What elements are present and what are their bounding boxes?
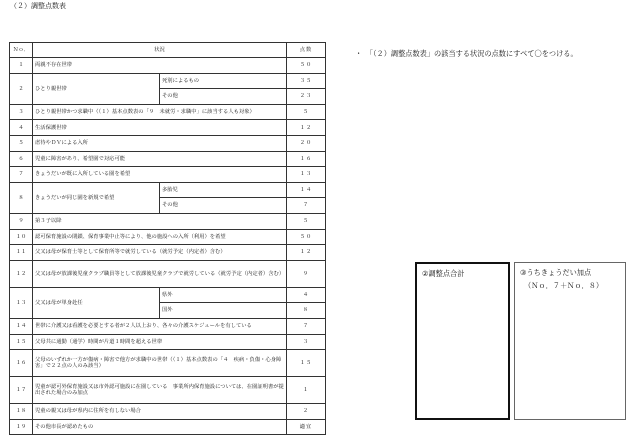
- row-situation: 父又は母が単身赴任: [33, 287, 160, 318]
- row-situation: 父又は母が放課後児童クラブ職員等として放課後児童クラブで就労している（就労予定（内定者）含む）: [33, 260, 287, 287]
- table-row: [10, 73, 326, 89]
- row-situation: 父又は母が保育士等として保育所等で就労している（就労予定（内定者）含む）: [33, 245, 287, 261]
- table-row: [10, 135, 326, 151]
- row-situation: 世帯に介護又は看護を必要とする者が２人以上おり、各々の介護スケジュールを有している: [33, 318, 287, 334]
- sibling-points-formula: （Ｎｏ．７＋Ｎｏ．８）: [524, 281, 604, 290]
- row-points[interactable]: ５: [287, 213, 326, 229]
- row-points[interactable]: ９: [287, 260, 326, 287]
- row-sub-condition: 県外: [160, 287, 287, 303]
- row-situation: 父母共に通勤（通学）時間が片道１時間を超える世帯: [33, 334, 287, 350]
- row-number: ４: [10, 120, 33, 136]
- row-number: ６: [10, 151, 33, 167]
- row-sub-condition: その他: [160, 89, 287, 105]
- table-row: [10, 318, 326, 334]
- row-points[interactable]: １３: [287, 167, 326, 183]
- table-row: [10, 377, 326, 404]
- row-points[interactable]: ５０: [287, 229, 326, 245]
- adjustment-total-box[interactable]: [415, 262, 510, 420]
- row-number: １: [10, 58, 33, 74]
- row-points[interactable]: 適宜: [287, 419, 326, 435]
- row-number: １２: [10, 260, 33, 287]
- row-number: ９: [10, 213, 33, 229]
- row-points[interactable]: ７: [287, 318, 326, 334]
- row-points[interactable]: １: [287, 377, 326, 404]
- row-situation: 児童に障害があり、希望園で対応可能: [33, 151, 287, 167]
- section-title: （２）調整点数表: [10, 2, 66, 10]
- row-sub-condition: 国外: [160, 303, 287, 319]
- row-situation: その他市長が認めたもの: [33, 419, 287, 435]
- table-row: [10, 58, 326, 74]
- row-number: １７: [10, 377, 33, 404]
- row-points[interactable]: ４: [287, 287, 326, 303]
- table-row: [10, 229, 326, 245]
- row-number: ７: [10, 167, 33, 183]
- row-number: １０: [10, 229, 33, 245]
- row-number: １１: [10, 245, 33, 261]
- row-situation: 父母のいずれか一方が傷病・障害で他方が求職中の世帯（（１）基本点数表の「４ 疾病・負傷・心身障害」で２２点の人のみ該当）: [33, 350, 287, 377]
- table-row: [10, 245, 326, 261]
- row-number: １６: [10, 350, 33, 377]
- table-row: [10, 104, 326, 120]
- table-row: [10, 334, 326, 350]
- row-situation: ひとり親世帯かつ求職中（（１）基本点数表の「９ 未就労・求職中」に該当する人も対象）: [33, 104, 287, 120]
- header-points: 点数: [287, 43, 326, 58]
- row-sub-condition: 死別によるもの: [160, 73, 287, 89]
- sibling-points-label: ③うちきょうだい加点: [520, 268, 592, 277]
- table-row: [10, 287, 326, 303]
- row-sub-condition: その他: [160, 198, 287, 214]
- row-points[interactable]: １２: [287, 245, 326, 261]
- row-points[interactable]: １６: [287, 151, 326, 167]
- row-situation: 認可保育施設の閉鎖、保育事業中止等により、他の施設への入所（利用）を希望: [33, 229, 287, 245]
- header-situation: 状況: [33, 43, 287, 58]
- table-row: [10, 151, 326, 167]
- header-no: Ｎｏ．: [10, 43, 33, 58]
- row-situation: 虐待やＤＶによる入所: [33, 135, 287, 151]
- row-number: １３: [10, 287, 33, 318]
- row-situation: きょうだいが既に入所している園を希望: [33, 167, 287, 183]
- row-number: １５: [10, 334, 33, 350]
- table-row: [10, 404, 326, 420]
- row-points[interactable]: ２３: [287, 89, 326, 105]
- row-points[interactable]: ８: [287, 303, 326, 319]
- row-situation: ひとり親世帯: [33, 73, 160, 104]
- row-number: ５: [10, 135, 33, 151]
- table-row: [10, 419, 326, 435]
- adjustment-total-label: ②調整点合計: [422, 269, 465, 278]
- row-sub-condition: 多胎児: [160, 182, 287, 198]
- row-points[interactable]: ３５: [287, 73, 326, 89]
- table-row: [10, 213, 326, 229]
- table-row: [10, 120, 326, 136]
- row-situation: 第３子以降: [33, 213, 287, 229]
- row-situation: きょうだいが同じ園を新規で希望: [33, 182, 160, 213]
- row-points[interactable]: １４: [287, 182, 326, 198]
- row-points[interactable]: ５０: [287, 58, 326, 74]
- row-points[interactable]: ２: [287, 404, 326, 420]
- row-situation: 児童の親又は母が県内に住所を有しない場合: [33, 404, 287, 420]
- table-row: [10, 182, 326, 198]
- table-row: [10, 260, 326, 287]
- sibling-points-box[interactable]: [514, 262, 626, 420]
- row-number: ８: [10, 182, 33, 213]
- row-situation: 児童が認可外保育施設又は市外認可施設に在園している 事業所内保育施設については、在園証明書が提出された場合のみ加点: [33, 377, 287, 404]
- table-row: [10, 350, 326, 377]
- row-points[interactable]: ３: [287, 334, 326, 350]
- row-points[interactable]: ７: [287, 198, 326, 214]
- row-points[interactable]: ５: [287, 104, 326, 120]
- row-situation: 生活保護世帯: [33, 120, 287, 136]
- row-number: ２: [10, 73, 33, 104]
- adjustment-points-table: [9, 42, 326, 435]
- table-row: [10, 167, 326, 183]
- row-situation: 両親不存在世帯: [33, 58, 287, 74]
- row-number: ３: [10, 104, 33, 120]
- instruction-text: ・ 「（２）調整点数表」の該当する状況の点数にすべて〇をつける。: [355, 49, 578, 58]
- row-number: １８: [10, 404, 33, 420]
- row-points[interactable]: １５: [287, 350, 326, 377]
- row-number: １４: [10, 318, 33, 334]
- row-points[interactable]: １２: [287, 120, 326, 136]
- row-points[interactable]: ２０: [287, 135, 326, 151]
- table-header-row: [10, 43, 326, 58]
- row-number: １９: [10, 419, 33, 435]
